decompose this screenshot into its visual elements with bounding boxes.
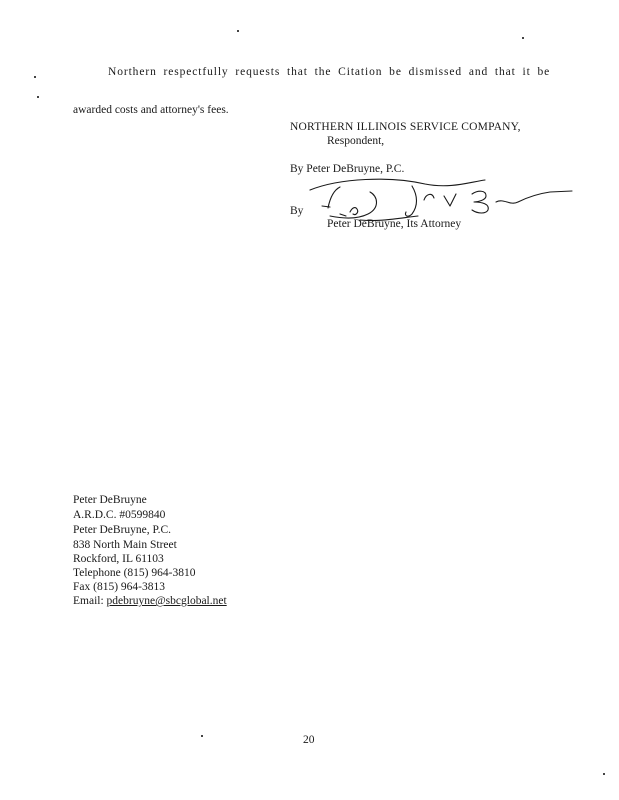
company-name: NORTHERN ILLINOIS SERVICE COMPANY,	[290, 121, 521, 133]
body-paragraph-line-2: awarded costs and attorney's fees.	[73, 104, 229, 116]
contact-city: Rockford, IL 61103	[73, 553, 164, 565]
scan-speck	[522, 37, 524, 39]
body-paragraph-line-1: Northern respectfully requests that the Citation be dismissed and that it be	[108, 66, 551, 78]
scan-speck	[34, 76, 36, 78]
scan-speck	[603, 773, 605, 775]
signer-line: Peter DeBruyne, Its Attorney	[327, 218, 462, 230]
by-firm-line: By Peter DeBruyne, P.C.	[290, 163, 405, 175]
contact-email-link[interactable]: pdebruyne@sbcglobal.net	[106, 595, 227, 607]
contact-telephone: Telephone (815) 964-3810	[73, 567, 196, 579]
contact-email-row	[73, 594, 227, 608]
contact-street: 838 North Main Street	[73, 539, 177, 551]
scan-speck	[37, 96, 39, 98]
by-label: By	[290, 205, 304, 217]
contact-email-label: Email:	[73, 595, 104, 607]
contact-firm: Peter DeBruyne, P.C.	[73, 524, 172, 536]
scan-speck	[201, 735, 203, 737]
scan-speck	[237, 30, 239, 32]
contact-ardc: A.R.D.C. #0599840	[73, 509, 166, 521]
company-role: Respondent,	[327, 135, 385, 147]
contact-name: Peter DeBruyne	[73, 494, 147, 506]
contact-fax: Fax (815) 964-3813	[73, 581, 165, 593]
page-number: 20	[303, 734, 315, 746]
